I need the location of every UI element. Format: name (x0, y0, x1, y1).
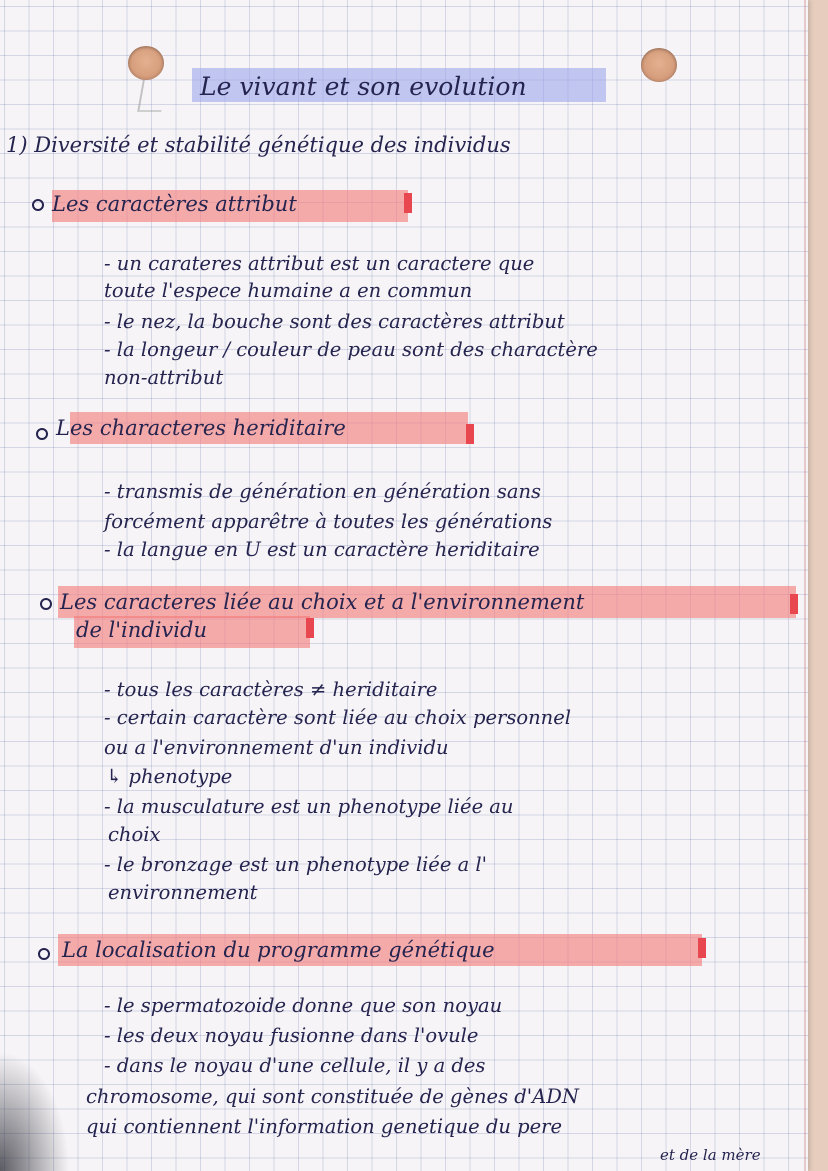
note-line: ou a l'environnement d'un individu (104, 736, 449, 759)
note-line: et de la mère (660, 1146, 761, 1164)
binder-hole-left (128, 46, 164, 80)
note-line: toute l'espece humaine a en commun (104, 279, 473, 302)
bullet-circle-3 (40, 598, 52, 610)
note-line: - dans le noyau d'une cellule, il y a des (104, 1054, 486, 1077)
highlight-mark-3a (790, 594, 798, 614)
heading-caracteres-heriditaire: Les characteres heriditaire (56, 416, 346, 440)
margin-line (804, 0, 806, 1171)
note-line: - certain caractère sont liée au choix personnel (104, 706, 571, 729)
note-line: - la musculature est un phenotype liée au (104, 795, 514, 818)
heading-localisation: La localisation du programme génétique (62, 938, 495, 962)
note-line: - le bronzage est un phenotype liée a l' (104, 853, 488, 876)
note-line: - le spermatozoide donne que son noyau (104, 994, 503, 1017)
highlight-mark-2 (466, 424, 474, 444)
highlight-mark-1 (404, 193, 412, 213)
bullet-circle-2 (36, 428, 48, 440)
note-line: ↳ phenotype (106, 765, 233, 788)
note-line: - tous les caractères ≠ heriditaire (104, 678, 438, 701)
heading-caracteres-choix-cont: de l'individu (76, 618, 207, 642)
heading-caracteres-attribut: Les caractères attribut (52, 192, 297, 216)
binder-hole-right (641, 48, 677, 82)
highlight-mark-4 (698, 938, 706, 958)
highlight-mark-3b (306, 618, 314, 638)
note-line: - un carateres attribut est un caractere que (104, 252, 535, 275)
corner-shadow (0, 1051, 70, 1171)
heading-caracteres-choix: Les caracteres liée au choix et a l'environnement (60, 590, 585, 614)
note-line: qui contiennent l'information genetique du pere (86, 1115, 563, 1138)
section-title: 1) Diversité et stabilité génétique des individus (6, 133, 511, 157)
bullet-circle-1 (32, 199, 44, 211)
torn-hole-mark (137, 80, 167, 112)
bullet-circle-4 (38, 948, 50, 960)
note-line: chromosome, qui sont constituée de gènes d'ADN (86, 1085, 579, 1108)
note-line: environnement (108, 881, 258, 904)
note-line: - le nez, la bouche sont des caractères attribut (104, 310, 565, 333)
note-line: choix (108, 823, 161, 846)
page-title: Le vivant et son evolution (200, 72, 527, 101)
note-line: forcément apparêtre à toutes les générations (104, 510, 553, 533)
note-line: - les deux noyau fusionne dans l'ovule (104, 1024, 479, 1047)
note-line: - la langue en U est un caractère heriditaire (104, 538, 540, 561)
note-line: - transmis de génération en génération sans (104, 480, 542, 503)
note-line: non-attribut (104, 366, 224, 389)
note-line: - la longeur / couleur de peau sont des charactère (104, 338, 598, 361)
